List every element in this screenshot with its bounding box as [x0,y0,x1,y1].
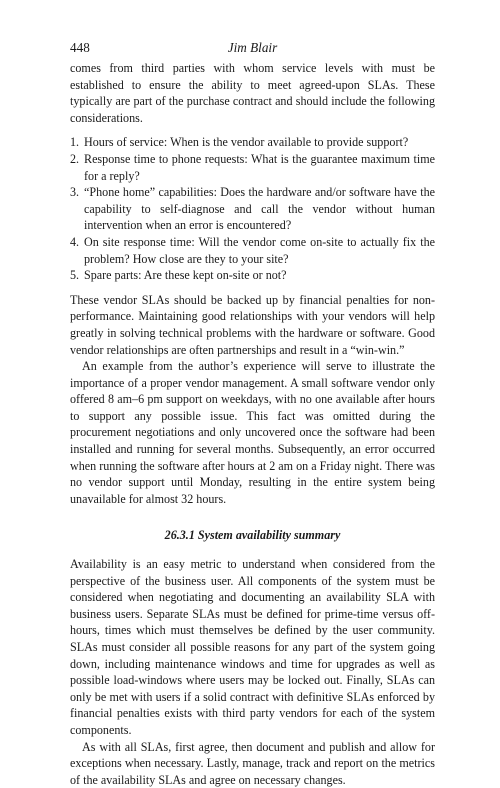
considerations-list [70,134,435,283]
list-item-number: 1. [70,135,80,150]
list-item-number: 5. [70,268,80,283]
list-item-text: Hours of service: When is the vendor available to provide support? [84,135,409,150]
page-number: 448 [70,40,90,55]
closing-paragraph: As with all SLAs, first agree, then document and publish and allow for exceptions when necessary. Lastly, manage, track and report on the metrics of the availability SLAs and agree on necessary changes. [70,739,435,787]
running-head [70,40,435,58]
list-item [70,134,435,151]
list-item-text: “Phone home” capabilities: Does the hardware and/or software have the capability to self-diagnose and call the vendor without human intervention when an error is encountered? [84,185,435,233]
intro-paragraph: comes from third parties with whom service levels with must be established to ensure the ability to meet agreed-upon SLAs. These typically are part of the purchase contract and should include the following considerations. [70,61,435,125]
list-item [70,184,435,234]
list-item-number: 2. [70,151,80,166]
example-paragraph: An example from the author’s experience will serve to illustrate the importance of a proper vendor management. A small software vendor only offered 8 am–6 pm support on weekdays, with no one available after hours to support any possible issue. This fact was omitted during the procurement negotiations and only uncovered once the software had been installed and running for several months. Subsequently, an error occurred when running the software after hours at 2 am on a Friday night. There was no vendor support until Monday, resulting in the entire system being unavailable for almost 32 hours. [70,359,435,506]
list-item-text: On site response time: Will the vendor come on-site to actually fix the problem? How close are they to your site? [84,234,435,266]
list-item-number: 3. [70,185,80,200]
list-item [70,151,435,184]
section-heading: 26.3.1 System availability summary [164,528,341,543]
running-title: Jim Blair [227,40,278,55]
page-body [70,60,435,788]
list-item [70,234,435,267]
list-item [70,267,435,284]
availability-paragraph: Availability is an easy metric to understand when considered from the perspective of the business user. All components of the system must be considered when negotiating and documenting an availability SLA with business users. Separate SLAs must be defined for prime-time versus off-hours, times which must themselves be defined by the user community. SLAs must consider all possible reasons for any part of the system going down, including maintenance windows and time for upgrades as well as possible load-windows where users may be locked out. Finally, SLAs can only be met with users if a solid contract with definitive SLAs enforced by financial penalties exists with third party vendors for each of the system components. [70,557,435,737]
list-item-number: 4. [70,234,80,249]
list-item-text: Response time to phone requests: What is the guarantee maximum time for a reply? [84,151,435,183]
list-item-text: Spare parts: Are these kept on-site or not? [84,268,287,283]
penalties-paragraph: These vendor SLAs should be backed up by financial penalties for nonperformance. Maintaining good relationships with your vendors will help greatly in solving technical problems with the hardware or software. Good vendor relationships are often partnerships and result in a “win-win.” [70,292,435,357]
